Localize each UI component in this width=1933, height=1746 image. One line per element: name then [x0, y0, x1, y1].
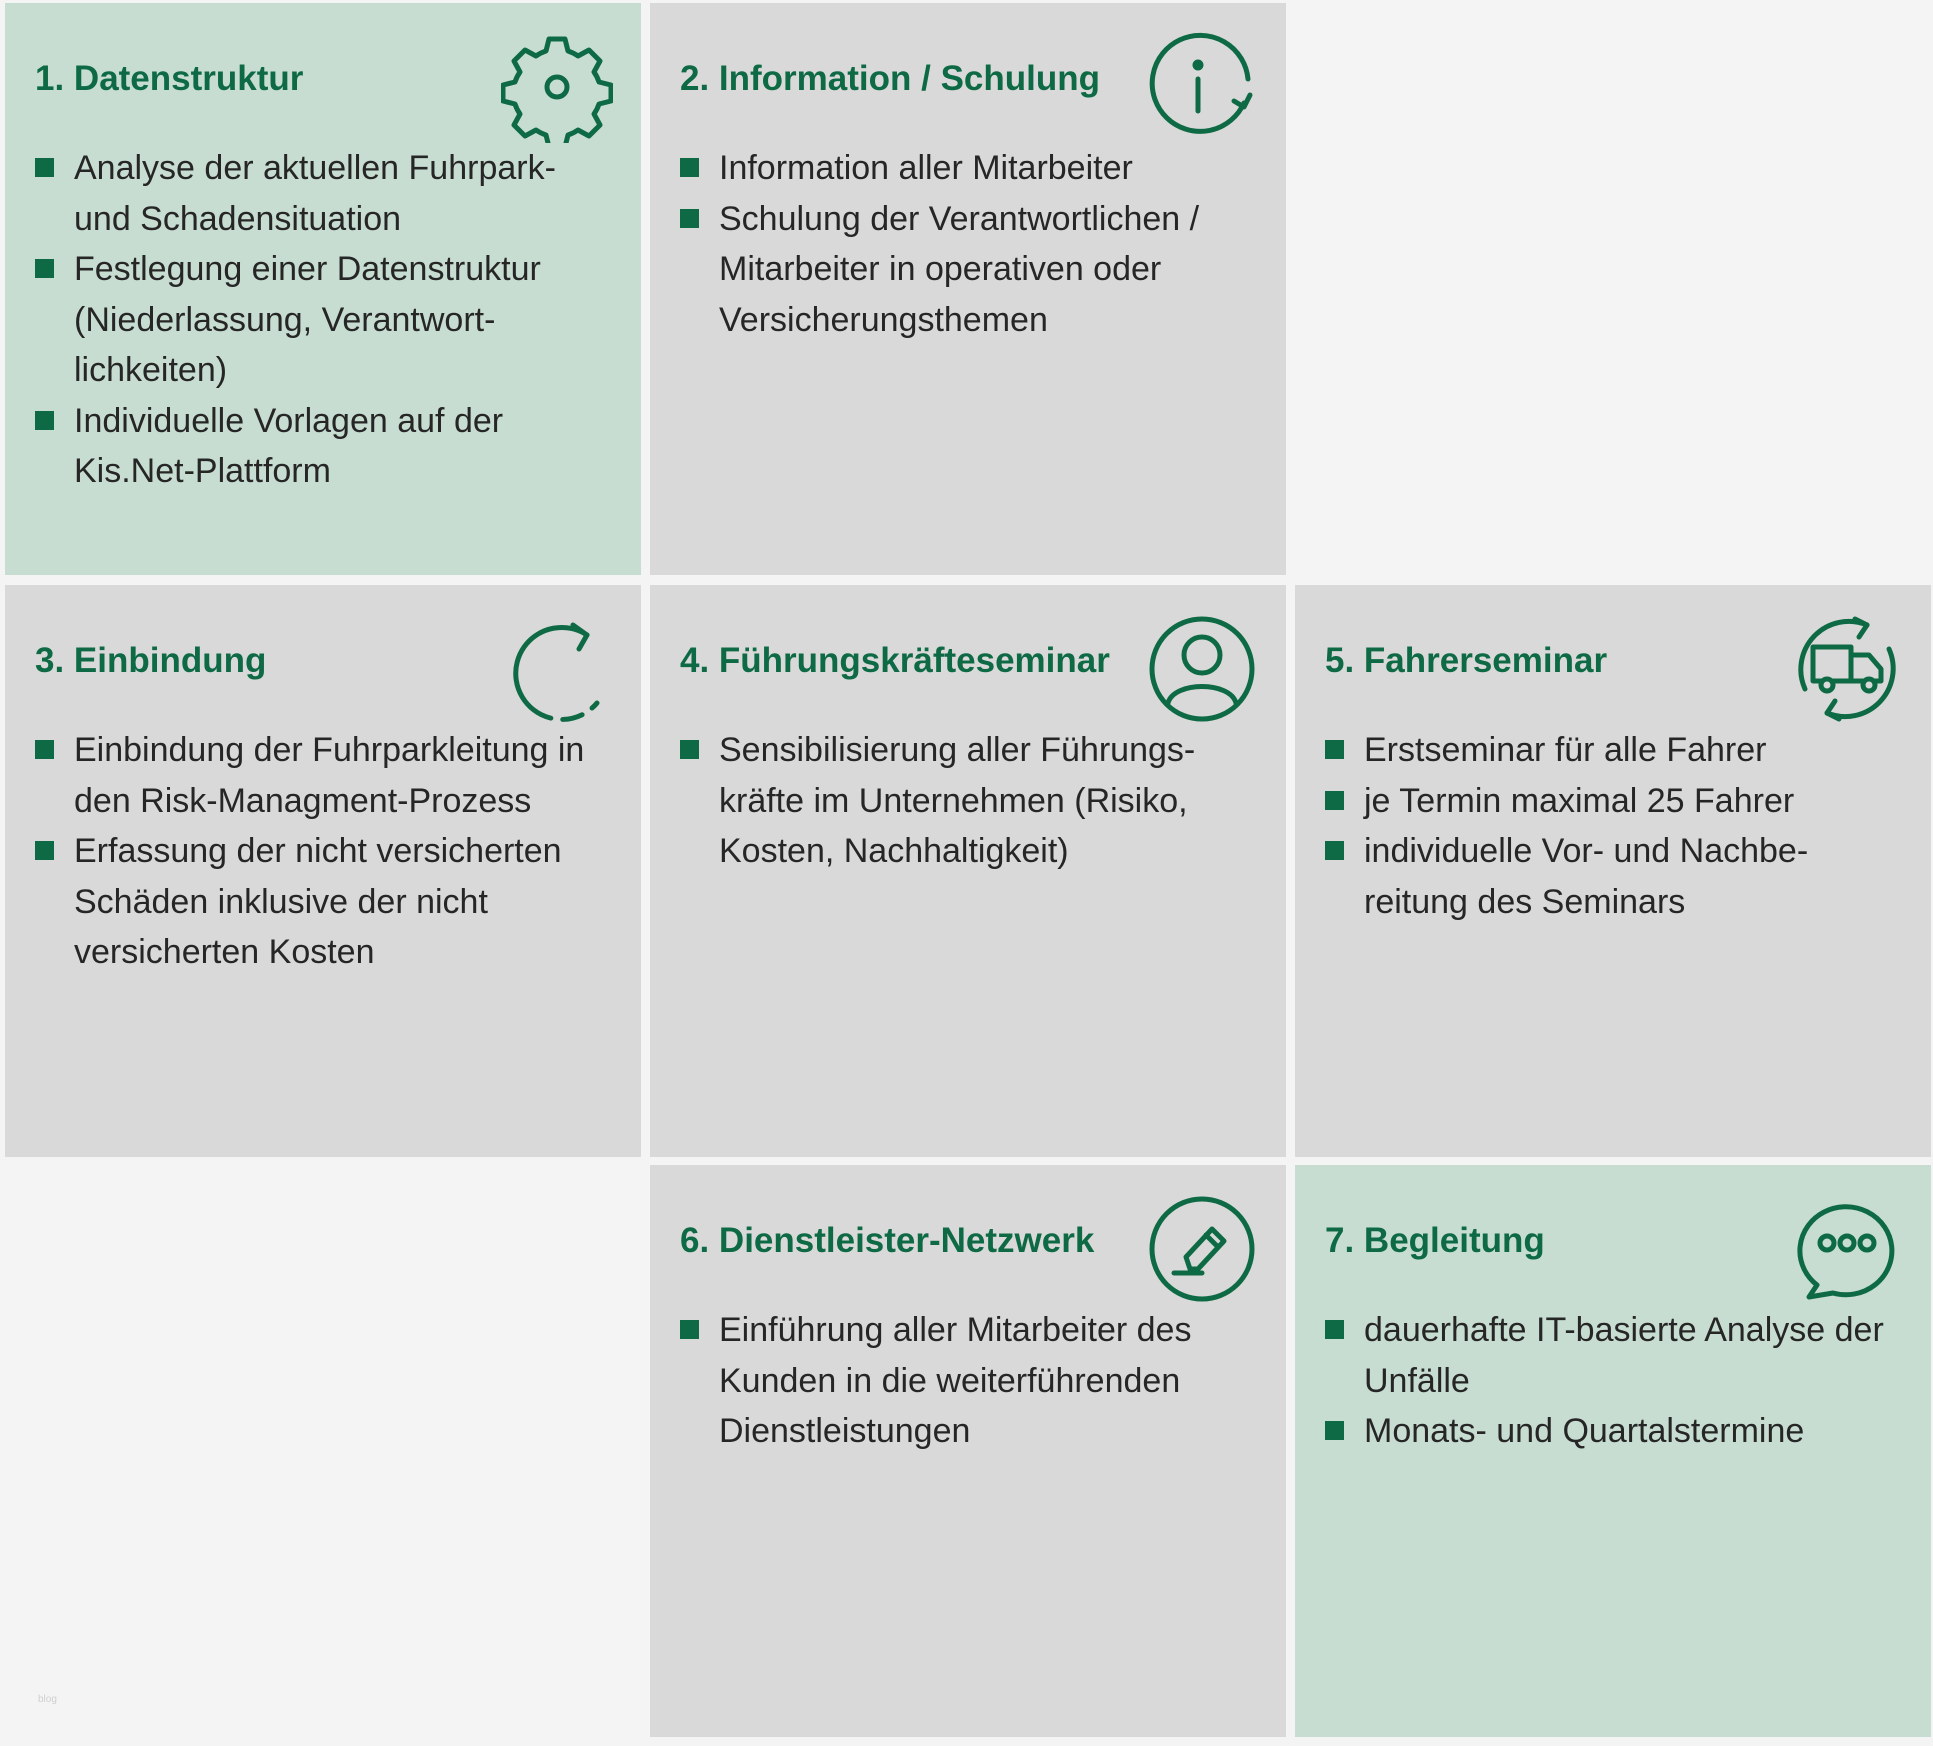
tile-title: 3. Einbindung — [35, 641, 267, 680]
tile-title: 7. Begleitung — [1325, 1221, 1545, 1260]
list-item: Individuelle Vorlagen auf der Kis.Net-Plattform — [35, 396, 611, 497]
list-item: Analyse der aktuellen Fuhrpark- und Schadensituation — [35, 143, 611, 244]
tile-title: 5. Fahrerseminar — [1325, 641, 1608, 680]
chat-bubble-icon — [1791, 1193, 1903, 1305]
tile-title: 4. Führungskräfteseminar — [680, 641, 1110, 680]
truck-icon — [1791, 613, 1903, 725]
tile-fahrerseminar — [1295, 585, 1931, 1157]
bullet-list — [680, 143, 1256, 345]
bullet-list — [1325, 1305, 1901, 1457]
list-item: Monats- und Quartalstermine — [1325, 1406, 1901, 1457]
list-item: Information aller Mitarbeiter — [680, 143, 1256, 194]
tile-fuehrungskraefteseminar — [650, 585, 1286, 1157]
list-item: Einführung aller Mitarbeiter des Kunden in die weiterführenden Dienstleistungen — [680, 1305, 1256, 1457]
list-item: Festlegung einer Datenstruktur (Niederlassung, Verantwort-lichkeiten) — [35, 244, 611, 396]
bullet-list — [1325, 725, 1901, 927]
tile-dienstleister-netzwerk — [650, 1165, 1286, 1737]
gear-icon — [501, 31, 613, 143]
tile-title: 6. Dienstleister-Netzwerk — [680, 1221, 1095, 1260]
list-item: Schulung der Verantwortlichen / Mitarbeiter in operativen oder Versicherungsthemen — [680, 194, 1256, 346]
tile-begleitung — [1295, 1165, 1931, 1737]
tile-datenstruktur — [5, 3, 641, 575]
list-item: Einbindung der Fuhrparkleitung in den Risk-Managment-Prozess — [35, 725, 611, 826]
watermark: blog — [38, 1694, 57, 1705]
pen-icon — [1146, 1193, 1258, 1305]
bullet-list — [35, 725, 611, 978]
bullet-list — [35, 143, 611, 497]
tile-einbindung — [5, 585, 641, 1157]
list-item: je Termin maximal 25 Fahrer — [1325, 776, 1901, 827]
tile-information-schulung — [650, 3, 1286, 575]
list-item: individuelle Vor- und Nachbe-reitung des Seminars — [1325, 826, 1901, 927]
bullet-list — [680, 725, 1256, 877]
bullet-list — [680, 1305, 1256, 1457]
list-item: dauerhafte IT-basierte Analyse der Unfälle — [1325, 1305, 1901, 1406]
list-item: Sensibilisierung aller Führungs-kräfte im Unternehmen (Risiko, Kosten, Nachhaltigkeit) — [680, 725, 1256, 877]
list-item: Erfassung der nicht versicherten Schäden inklusive der nicht versicherten Kosten — [35, 826, 611, 978]
info-icon — [1146, 31, 1258, 143]
person-icon — [1146, 613, 1258, 725]
tile-title: 2. Information / Schulung — [680, 59, 1100, 98]
refresh-icon — [501, 613, 613, 725]
tile-title: 1. Datenstruktur — [35, 59, 304, 98]
list-item: Erstseminar für alle Fahrer — [1325, 725, 1901, 776]
